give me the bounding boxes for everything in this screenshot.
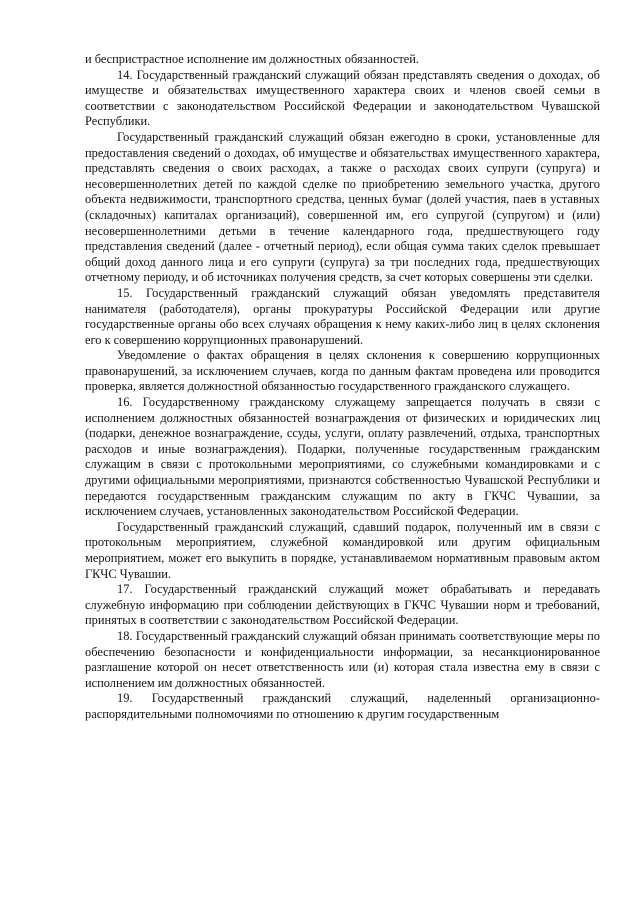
paragraph-continuation: и беспристрастное исполнение им должностных обязанностей. (85, 52, 419, 66)
paragraph-clause-14: 14. Государственный гражданский служащий обязан представлять сведения о доходах, об имуществе и обязательствах имущественного характера своих и членов своей семьи в соответствии с законодательством Российской Федерации и законодательством Чувашской Республики. (85, 67, 600, 129)
paragraph-notification-duty: Уведомление о фактах обращения в целях склонения к совершению коррупционных правонарушений, за исключением случаев, когда по данным фактам проведена или проводится проверка, является должностной обязанностью государственного гражданского служащего. (85, 348, 600, 394)
paragraph-clause-19: 19. Государственный гражданский служащий, наделенный организационно-распорядительными полномочиями по отношению к другим государственным (85, 691, 600, 721)
paragraph-expenses-disclosure: Государственный гражданский служащий обязан ежегодно в сроки, установленные для предоставления сведений о доходах, об имуществе и обязательствах имущественного характера, представлять сведения о своих расходах, а также о расходах своих супруги (супруга) и несовершеннолетних детей по каждой сделке по приобретению земельного участка, другого объекта недвижимости, транспортного средства, ценных бумаг (долей участия, паев в уставных (складочных) капиталах организаций), совершенной им, его супругой (супругом) и (или) несовершеннолетними детьми в течение календарного года, предшествующего году представления сведений (далее - отчетный период), если общая сумма таких сделок превышает общий доход данного лица и его супруги (супруга) за три последних года, предшествующих отчетному периоду, и об источниках получения средств, за счет которых совершены эти сделки. (85, 129, 600, 285)
paragraph-gift-buyout: Государственный гражданский служащий, сдавший подарок, полученный им в связи с протокольным мероприятием, служебной командировкой или другим официальным мероприятием, может его выкупить в порядке, устанавливаемом нормативным правовым актом ГКЧС Чувашии. (85, 519, 600, 581)
paragraph-clause-17: 17. Государственный гражданский служащий может обрабатывать и передавать служебную информацию при соблюдении действующих в ГКЧС Чувашии норм и требований, принятых в соответствии с законодательством Российской Федерации. (85, 582, 600, 628)
paragraph-clause-16: 16. Государственному гражданскому служащему запрещается получать в связи с исполнением должностных обязанностей вознаграждения от физических и юридических лиц (подарки, денежное вознаграждение, ссуды, услуги, оплату развлечений, отдыха, транспортных расходов и иные вознаграждения). Подарки, полученные государственным гражданским служащим в связи с протокольными мероприятиями, со служебными командировками и с другими официальными мероприятиями, признаются собственностью Чувашской Республики и передаются государственным гражданским служащим по акту в ГКЧС Чувашии, за исключением случаев, установленных законодательством Российской Федерации. (85, 395, 600, 519)
paragraph-clause-18: 18. Государственный гражданский служащий обязан принимать соответствующие меры по обеспечению безопасности и конфиденциальности информации, за несанкционированное разглашение которой он несет ответственность или (и) которая стала известна ему в связи с исполнением им должностных обязанностей. (85, 628, 600, 690)
paragraph-clause-15: 15. Государственный гражданский служащий обязан уведомлять представителя нанимателя (работодателя), органы прокуратуры Российской Федерации или другие государственные органы обо всех случаях обращения к нему каких-либо лиц в целях склонения его к совершению коррупционных правонарушений. (85, 285, 600, 347)
